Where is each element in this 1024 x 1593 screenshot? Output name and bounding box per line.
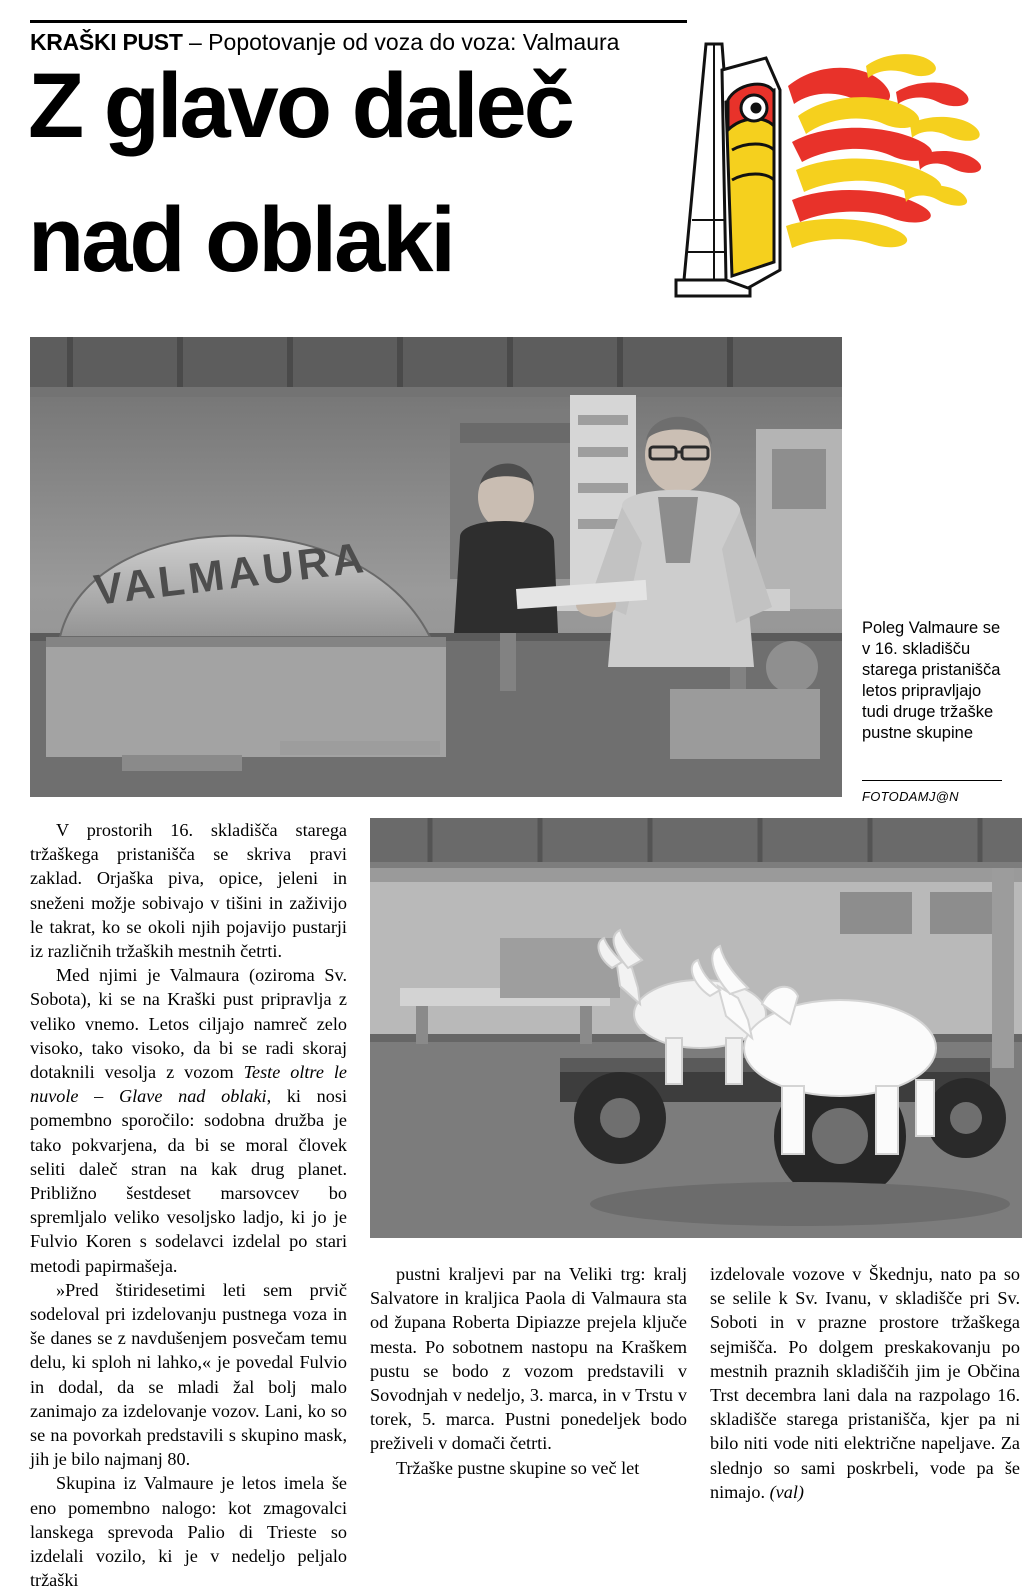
headline-line-2: nad oblaki	[28, 189, 453, 291]
byline-initials: (val)	[769, 1481, 804, 1502]
workshop-valmaura-float-photo	[30, 337, 842, 797]
body-column-1	[30, 818, 347, 1593]
svg-text:VALMAURA: VALMAURA	[91, 533, 371, 615]
kicker-section: KRAŠKI PUST	[30, 29, 183, 55]
kicker	[30, 28, 730, 56]
headline-line-1: Z glavo daleč	[28, 55, 572, 157]
photo-credit: FOTODAMJ@N	[862, 789, 959, 804]
body-column-3	[710, 1262, 1020, 1504]
kicker-subtitle: – Popotovanje od voza do voza: Valmaura	[182, 29, 620, 55]
caption-rule	[862, 780, 1002, 781]
paragraph: V prostorih 16. skladišča starega tržaškega pristanišča se skriva pravi zaklad. Orjaška piva, opice, jeleni in sneženi možje sobivajo v tišini in zaživijo le takrat, ko se okoli njih pojavijo pustarji iz različnih tržaških mestnih četrti.	[30, 820, 347, 962]
paragraph: Med njimi je Valmaura (oziroma Sv. Sobota), ki se na Kraški pust pripravlja z veliko vnemo. Letos ciljajo namreč zelo visoko, tako visoko, da bi se radi skoraj dotaknili vesolja z vozom Teste oltre le nuvole – Glave nad oblaki, ki nosi pomembno sporočilo: sodobna družba je tako pokvarjena, da bi se moral človek seliti daleč stran na kak drug planet. Približno šestdeset marsovcev bo spremljalo veliko vesoljsko ladjo, ki jo je Fulvio Koren s sodelavci izdelal po stari metodi papirmašeja.	[30, 965, 348, 1276]
header-rule	[30, 20, 687, 23]
photo-caption-top: Poleg Valmaure se v 16. skladišču starega pristanišča letos pripravljajo tudi druge tržaške pustne skupine	[862, 619, 1001, 742]
paragraph: Skupina iz Valmaure je letos imela še eno pomembno nalogo: kot zmagovalci lanskega sprevoda Palio di Trieste so izdelali vozilo, ki je v nedeljo peljalo tržaški	[30, 1473, 347, 1591]
paragraph: »Pred štiridesetimi leti sem prvič sodeloval pri izdelovanju pustnega voza in še danes se z navdušenjem posvečam temu delu, ki sploh ni lahko,« je povedal Fulvio in dodal, da se mladi žal bolj malo zanimajo za izdelovanje vozov. Lani, ko so se na povorkah predstavili s skupino mask, jih je bilo najmanj 80.	[30, 1279, 347, 1470]
workshop-reindeer-float-photo	[370, 818, 1022, 1238]
paragraph: pustni kraljevi par na Veliki trg: kralj Salvatore in kraljica Paola di Valmaura sta od župana Roberta Dipiazze prejela ključe mesta. Po sobotnem nastopu na Kraškem pustu se bodo z vozom predstavili v Sovodnjah v nedeljo, 3. marca, in v Trstu v torek, 5. marca. Pustni ponedeljek bodo preživeli v domači četrti.	[370, 1264, 687, 1454]
body-column-2	[370, 1262, 687, 1480]
paragraph: izdelovale vozove v Škednju, nato pa so se selile k Sv. Ivanu, v skladišče pri Sv. Soboti in v prazne prostore tržaškega sejmišča. Po dolgem preskakovanju po mestnih praznih skladiščih jim je Občina Trst decembra lani dala na razpolago 16. skladišče starega pristanišča, kjer pa ni bilo niti vode niti električne napeljave. Za slednjo so sami poskrbeli, vode pa še nimajo. (val)	[710, 1264, 1020, 1502]
paragraph: Tržaške pustne skupine so več let	[396, 1457, 640, 1478]
italic-title: Teste oltre le nuvole – Glave nad oblaki	[30, 1062, 347, 1107]
kraski-pust-mask-logo	[670, 30, 1000, 310]
